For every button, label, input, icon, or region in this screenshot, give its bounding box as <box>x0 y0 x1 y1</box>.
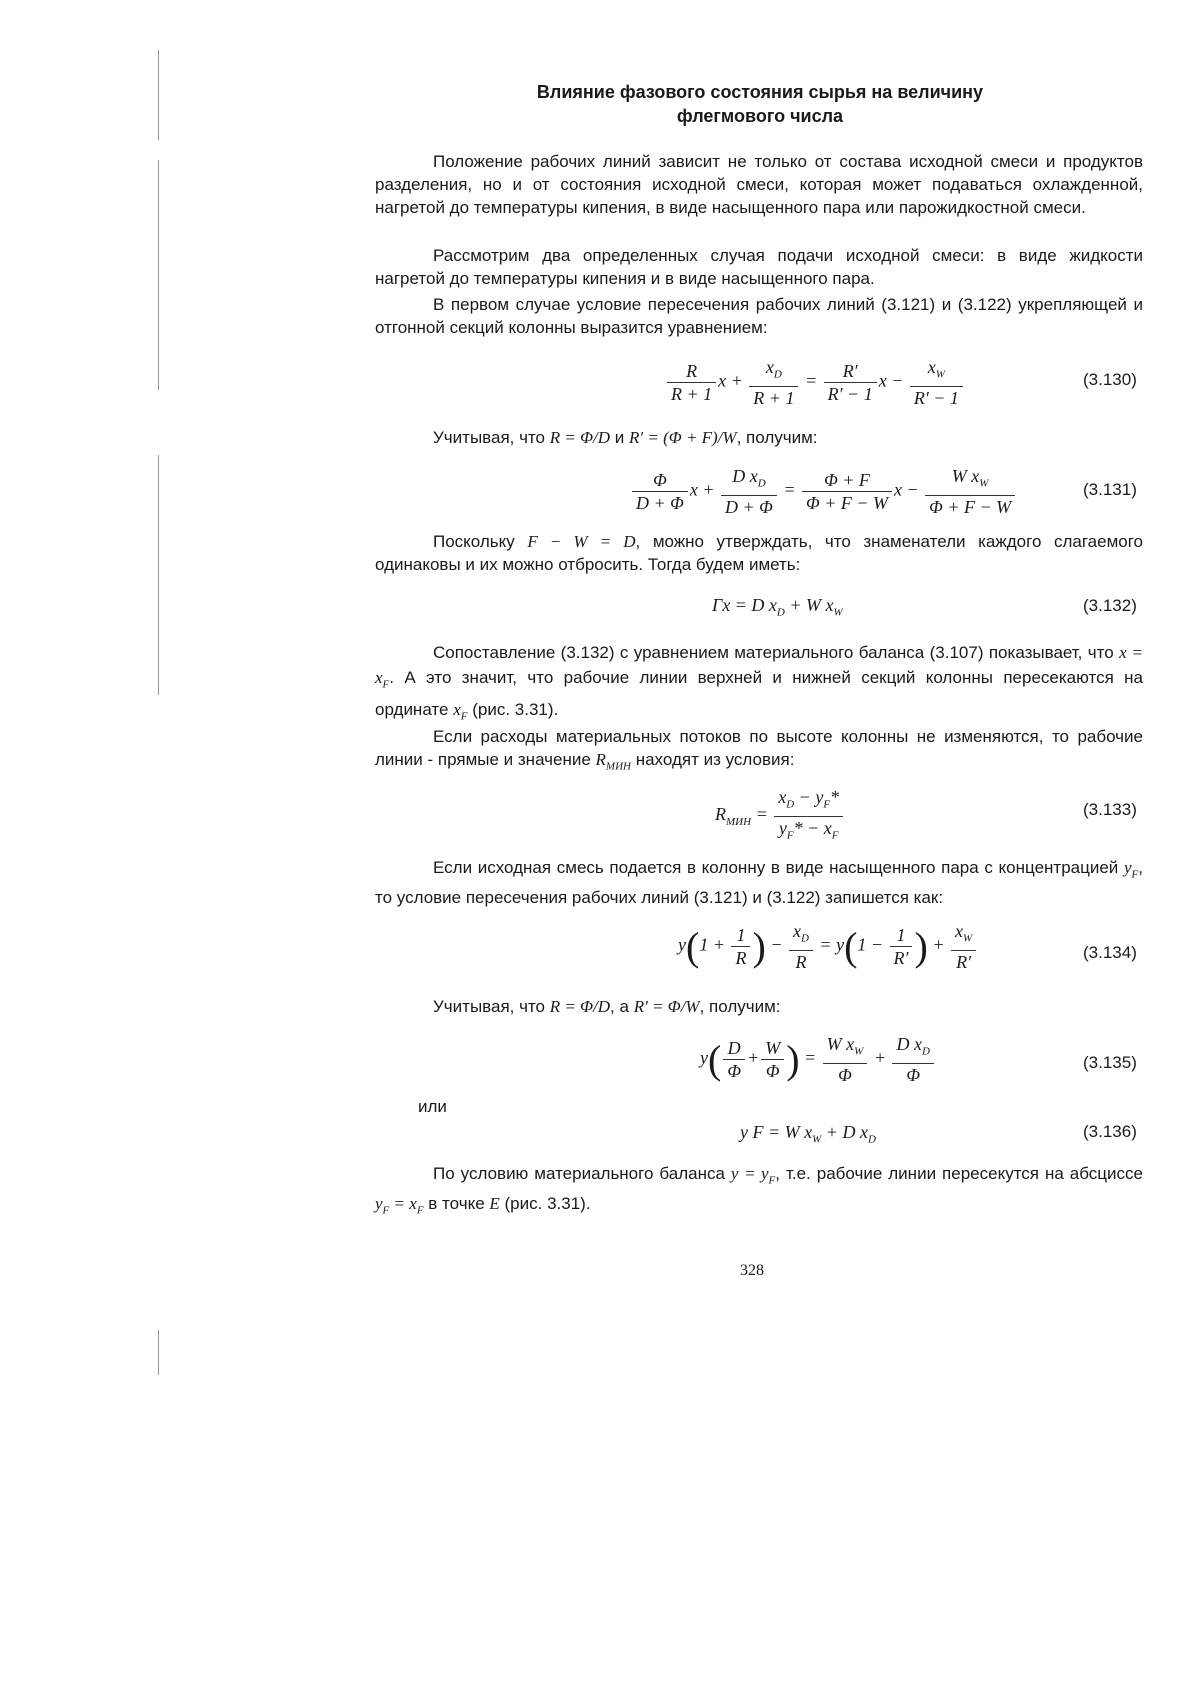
scan-artifact-line <box>158 160 159 390</box>
text-fragment: . А это значит, что рабочие линии верхней и нижней секций колонны пересекаются на ординате <box>375 668 1143 720</box>
text-fragment: По условию материального баланса <box>433 1164 725 1183</box>
text-fragment: в точке <box>428 1194 485 1214</box>
text-fragment: , получим: <box>736 428 818 447</box>
text-fragment: , то условие пересечения рабочих линий (3.121) и (3.122) запишется как: <box>375 858 1143 908</box>
paragraph-1: Положение рабочих линий зависит не только от состава исходной смеси и продуктов разделения, но и от состояния исходной смеси, которая может подаваться охлажденной, нагретой до температуры кипения, в виде насыщенного пара или парожидкостной смеси. <box>375 152 1143 217</box>
equation-number: (3.131) <box>1083 480 1137 499</box>
text-fragment: , получим: <box>699 997 781 1016</box>
equation-number: (3.135) <box>1083 1053 1137 1072</box>
equation-3-133: $R_{МИН}$ = $\frac{x_D - y_F*}{y_F* - x_F}$ <box>715 786 845 846</box>
equation-3-132: Гx = D $x_D + W$ $x_W$ <box>712 595 843 619</box>
text-fragment: находят из условия: <box>635 750 795 769</box>
equation-3-134: y(1 + $\frac{1}{R}$ ) − $\frac{x_D}{R}$ = y(1 − $\frac{1}{R'}$ ) + $\frac{x_W}{R'}$ <box>678 920 978 973</box>
text-fragment: Поскольку <box>433 532 515 551</box>
scan-artifact-line <box>158 1330 159 1375</box>
text-fragment: и <box>614 428 625 447</box>
paragraph-4: Учитывая, что R = Φ/D и R′ = (Φ + F)/W, получим: <box>433 428 818 447</box>
conjunction-text: или <box>418 1097 447 1116</box>
section-title <box>375 80 1145 128</box>
text-fragment: Учитывая, что <box>433 997 546 1016</box>
scan-artifact-line <box>158 455 159 695</box>
title-line-1: Влияние фазового состояния сырья на величину <box>536 82 984 102</box>
equation-number: (3.134) <box>1083 943 1137 962</box>
paragraph-11: По условию материального баланса $y = y_F$, т.е. рабочие линии пересекутся на абсциссе $y_F = x_F$ в точке E (рис. 3.31). <box>375 1164 1143 1217</box>
text-fragment: , можно утверждать, что знаменатели каждого слагаемого одинаковы и их можно отбросить. Тогда будем иметь: <box>375 532 1143 574</box>
paragraph-6: Сопоставление (3.132) с уравнением материального баланса (3.107) показывает, что $x = x_F$. А это значит, что рабочие линии верхней и нижней секций колонны пересекаются на ординате $x_F$ (рис. 3.31). <box>375 643 1143 723</box>
text-fragment: , а <box>610 997 629 1016</box>
equation-number: (3.130) <box>1083 370 1137 389</box>
equation-3-130: $\frac{R}{R + 1}$ x + $\frac{x_D}{R + 1}$ = $\frac{R'}{R' - 1}$ x − $\frac{x_W}{R' - 1}$ <box>665 356 965 409</box>
paragraph-3: В первом случае условие пересечения рабочих линий (3.121) и (3.122) укрепляющей и отгонной секций колонны выразится уравнением: <box>375 295 1143 337</box>
equation-number: (3.132) <box>1083 596 1137 615</box>
equation-3-131: $\frac{\Phi}{D + \Phi}$ x + $\frac{D x_D}{D + \Phi}$ = $\frac{\Phi + F}{\Phi + F - W}$ x − $\frac{W x_W}{\Phi + F - W}$ <box>630 465 1017 518</box>
paragraph-7: Если расходы материальных потоков по высоте колонны не изменяются, то рабочие линии - прямые и значение $R_{МИН}$ находят из условия: <box>375 727 1143 773</box>
equation-3-136: y F = W $x_W + D$ $x_D$ <box>740 1122 876 1146</box>
text-fragment: Если расходы материальных потоков по высоте колонны не изменяются, то рабочие линии - прямые и значение <box>375 727 1143 769</box>
text-fragment: , т.е. рабочие линии пересекутся на абсциссе <box>775 1164 1143 1183</box>
page-number: 328 <box>740 1262 764 1279</box>
paragraph-9: Учитывая, что R = Φ/D, а R′ = Φ/W, получим: <box>433 997 781 1016</box>
equation-number: (3.133) <box>1083 800 1137 819</box>
paragraph-2: Рассмотрим два определенных случая подачи исходной смеси: в виде жидкости нагретой до температуры кипения и в виде насыщенного пара. <box>375 246 1143 288</box>
text-fragment: (рис. 3.31). <box>504 1194 591 1214</box>
text-fragment: (рис. 3.31). <box>472 700 559 720</box>
equation-3-135: y( $\frac{D}{\Phi}$ + $\frac{W}{\Phi}$ ) = $\frac{W x_W}{\Phi}$ + $\frac{D x_D}{\Phi}$ <box>700 1033 936 1086</box>
scan-artifact-line <box>158 50 159 140</box>
title-line-2: флегмового числа <box>676 106 844 126</box>
text-fragment: Если исходная смесь подается в колонну в виде насыщенного пара с концентрацией <box>433 858 1119 877</box>
equation-number: (3.136) <box>1083 1122 1137 1141</box>
paragraph-5: Поскольку F − W = D, можно утверждать, что знаменатели каждого слагаемого одинаковы и их можно отбросить. Тогда будем иметь: <box>375 532 1143 574</box>
text-fragment: Учитывая, что <box>433 428 546 447</box>
paragraph-8: Если исходная смесь подается в колонну в виде насыщенного пара с концентрацией $y_F$, то условие пересечения рабочих линий (3.121) и (3.122) запишется как: <box>375 858 1143 908</box>
text-fragment: Сопоставление (3.132) с уравнением материального баланса (3.107) показывает, что <box>433 643 1114 662</box>
